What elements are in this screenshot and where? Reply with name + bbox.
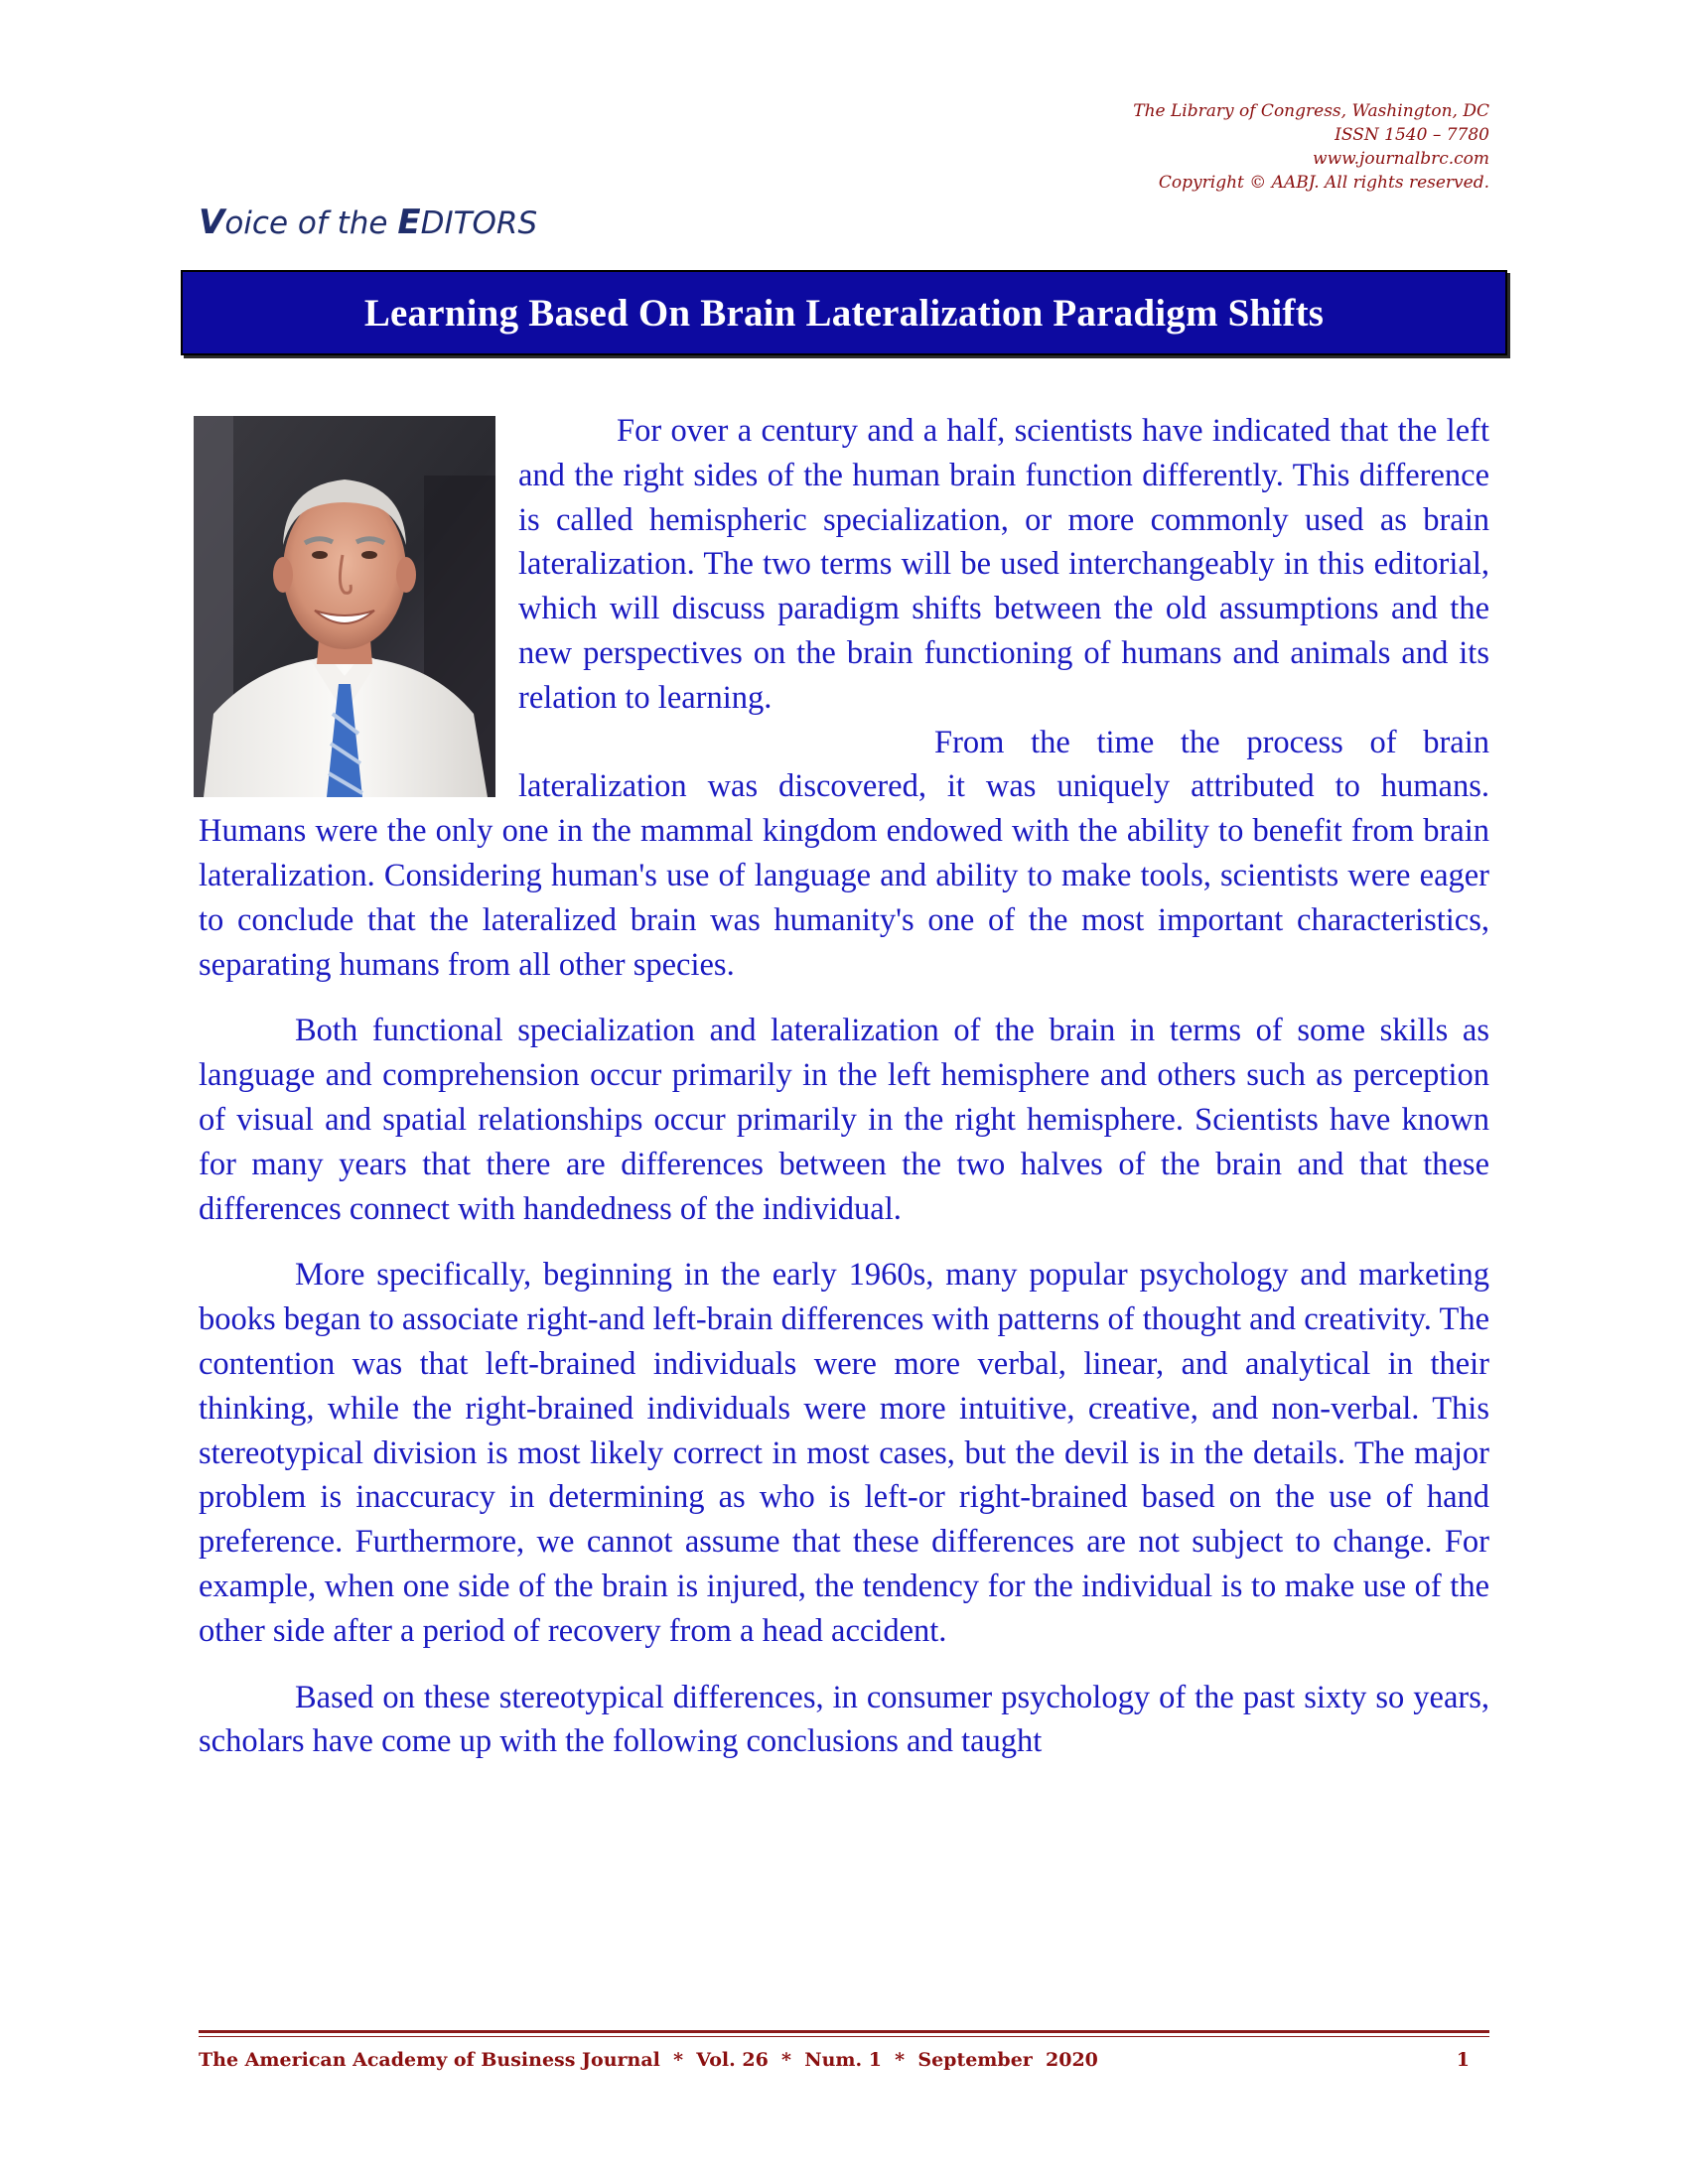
publication-meta xyxy=(1133,99,1489,195)
section-heading-mid: oice of the xyxy=(224,205,398,241)
section-heading-initial-e: E xyxy=(397,203,421,242)
body-paragraph-4: More specifically, beginning in the early 1960s, many popular psychology and marketing books began to associate right-and left-brain differences with patterns of thought and creativity. The contention was that left-brained individuals were more verbal, linear, and analytical in their thinking, while the right-brained individuals were more intuitive, creative, and non-verbal. This stereotypical division is most likely correct in most cases, but the devil is in the details. The major problem is inaccuracy in determining as who is left-or right-brained based on the use of hand preference. Furthermore, we cannot assume that these differences are not subject to change. For example, when one side of the brain is injured, the tendency for the individual is to make use of the other side after a period of recovery from a head accident. xyxy=(199,1257,1489,1649)
footer-rule-thick xyxy=(199,2030,1489,2033)
body-paragraph-5: Based on these stereotypical differences, in consumer psychology of the past sixty so years, scholars have come up with the following conclusions and taught xyxy=(199,1679,1489,1760)
section-heading-initial-v: V xyxy=(199,203,225,242)
section-heading-end: DITORS xyxy=(420,205,538,241)
section-heading xyxy=(199,203,537,242)
photo-text-wrap-spacer xyxy=(199,409,518,786)
page-footer xyxy=(199,2049,1489,2071)
article-title-bar xyxy=(181,270,1507,355)
body-paragraph-1: For over a century and a half, scientists have indicated that the left and the right sides of the human brain function differently. This difference is called hemispheric specialization, or more commonly used as brain lateralization. The two terms will be used interchangeably in this editorial, which will discuss paradigm shifts between the old assumptions and the new perspectives on the brain functioning of humans and animals and its relation to learning. xyxy=(518,413,1489,716)
meta-line-copyright: Copyright © AABJ. All rights reserved. xyxy=(1158,173,1489,193)
meta-line-library: The Library of Congress, Washington, DC xyxy=(1133,101,1489,121)
page-number: 1 xyxy=(1456,2049,1470,2071)
article-body xyxy=(199,409,1489,1764)
meta-line-website[interactable]: www.journalbrc.com xyxy=(1313,149,1489,169)
footer-journal-citation: The American Academy of Business Journal * Vol. 26 * Num. 1 * September 2020 xyxy=(199,2049,1098,2071)
body-paragraph-2: From the time the process of brain lateralization was discovered, it was uniquely attributed to humans. Humans were the only one in the mammal kingdom endowed with the ability to benefit from brain lateralization. Considering human's use of language and ability to make tools, scientists were eager to conclude that the lateralized brain was humanity's one of the most important characteristics, separating humans from all other species. xyxy=(199,724,1489,983)
article-title: Learning Based On Brain Lateralization Paradigm Shifts xyxy=(363,291,1325,335)
meta-line-issn: ISSN 1540 – 7780 xyxy=(1335,125,1489,145)
body-paragraph-3: Both functional specialization and lateralization of the brain in terms of some skills as language and comprehension occur primarily in the left hemisphere and others such as perception of visual and spatial relationships occur primarily in the right hemisphere. Scientists have known for many years that there are differences between the two halves of the brain and that these differences connect with handedness of the individual. xyxy=(199,1013,1489,1227)
footer-rule-thin xyxy=(199,2036,1489,2037)
